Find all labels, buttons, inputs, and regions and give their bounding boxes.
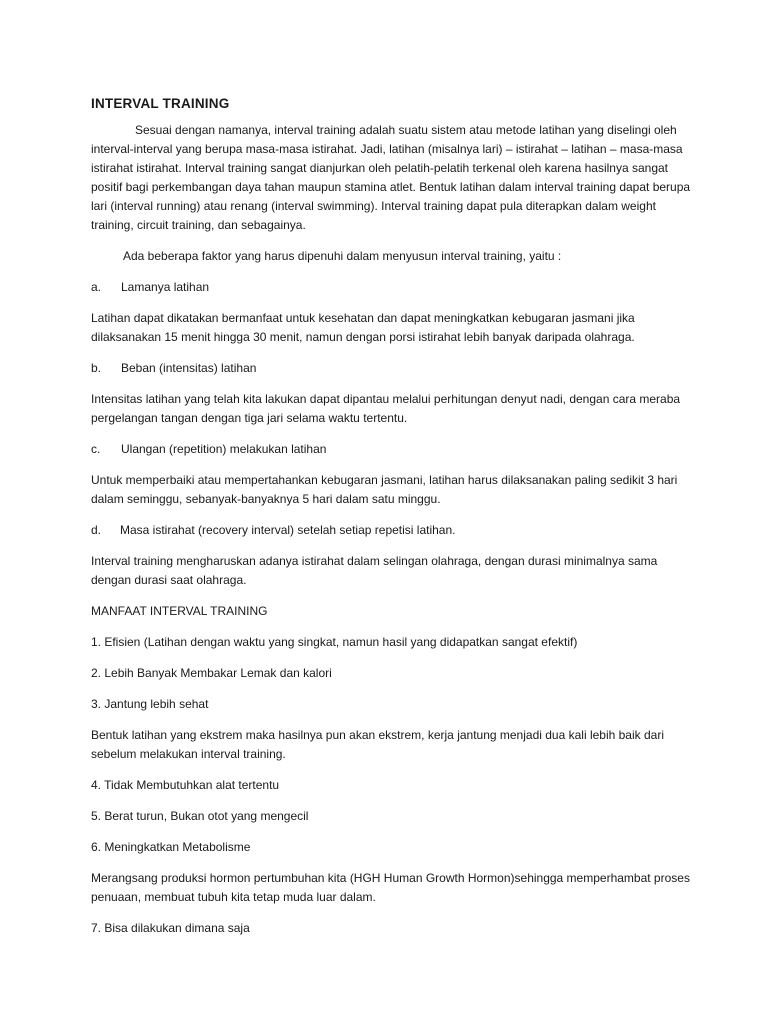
benefit-6-body: Merangsang produksi hormon pertumbuhan kita (HGH Human Growth Hormon)sehingga memperhambat proses penuaan, membuat tubuh kita tetap muda luar dalam. (91, 871, 690, 904)
factor-c-letter: c. (91, 442, 101, 456)
benefit-6: 6. Meningkatkan Metabolisme (91, 840, 251, 854)
document-page (91, 94, 691, 950)
factor-a-heading (91, 278, 691, 297)
factor-d-letter: d. (91, 523, 102, 537)
factor-a-body: Latihan dapat dikatakan bermanfaat untuk kesehatan dan dapat meningkatkan kebugaran jasmani jika dilaksanakan 15 menit hingga 30 menit, namun dengan porsi istirahat lebih banyak daripada olahraga. (91, 311, 635, 344)
factor-d-heading (91, 521, 691, 540)
benefit-4: 4. Tidak Membutuhkan alat tertentu (91, 778, 280, 792)
factor-b-letter: b. (91, 361, 102, 375)
factor-c-body: Untuk memperbaiki atau mempertahankan kebugaran jasmani, latihan harus dilaksanakan paling sedikit 3 hari dalam seminggu, sebanyak-banyaknya 5 hari dalam satu minggu. (91, 473, 678, 506)
factor-d-title: Masa istirahat (recovery interval) setelah setiap repetisi latihan. (120, 523, 456, 537)
factor-b-body: Intensitas latihan yang telah kita lakukan dapat dipantau melalui perhitungan denyut nadi, dengan cara meraba pergelangan tangan dengan tiga jari selama waktu tertentu. (91, 392, 681, 425)
benefit-3: 3. Jantung lebih sehat (91, 697, 209, 711)
benefit-3-body: Bentuk latihan yang ekstrem maka hasilnya pun akan ekstrem, kerja jantung menjadi dua kali lebih baik dari sebelum melakukan interval training. (91, 728, 664, 761)
factor-c-title: Ulangan (repetition) melakukan latihan (121, 442, 327, 456)
factor-b-heading (91, 359, 691, 378)
factors-intro: Ada beberapa faktor yang harus dipenuhi dalam menyusun interval training, yaitu : (123, 249, 562, 263)
benefit-5: 5. Berat turun, Bukan otot yang mengecil (91, 809, 309, 823)
intro-paragraph: Sesuai dengan namanya, interval training adalah suatu sistem atau metode latihan yang diselingi oleh interval-interval yang berupa masa-masa istirahat. Jadi, latihan (misalnya lari) – istirahat – latihan – masa-masa istirahat istirahat. Interval training sangat dianjurkan oleh pelatih-pelatih terkenal oleh karena hasilnya sangat positif bagi perkembangan daya tahan maupun stamina atlet. Bentuk latihan dalam interval training dapat berupa lari (interval running) atau renang (interval swimming). Interval training dapat pula diterapkan dalam weight training, circuit training, dan sebagainya. (91, 123, 691, 232)
benefit-2: 2. Lebih Banyak Membakar Lemak dan kalori (91, 666, 332, 680)
factor-a-letter: a. (91, 280, 102, 294)
factor-b-title: Beban (intensitas) latihan (121, 361, 257, 375)
factor-c-heading (91, 440, 691, 459)
benefit-7: 7. Bisa dilakukan dimana saja (91, 921, 250, 935)
factor-d-body: Interval training mengharuskan adanya istirahat dalam selingan olahraga, dengan durasi minimalnya sama dengan durasi saat olahraga. (91, 554, 658, 587)
benefits-title: MANFAAT INTERVAL TRAINING (91, 604, 268, 618)
factor-a-title: Lamanya latihan (121, 280, 210, 294)
document-title: INTERVAL TRAINING (91, 96, 230, 111)
benefit-1: 1. Efisien (Latihan dengan waktu yang singkat, namun hasil yang didapatkan sangat efektif) (91, 635, 578, 649)
